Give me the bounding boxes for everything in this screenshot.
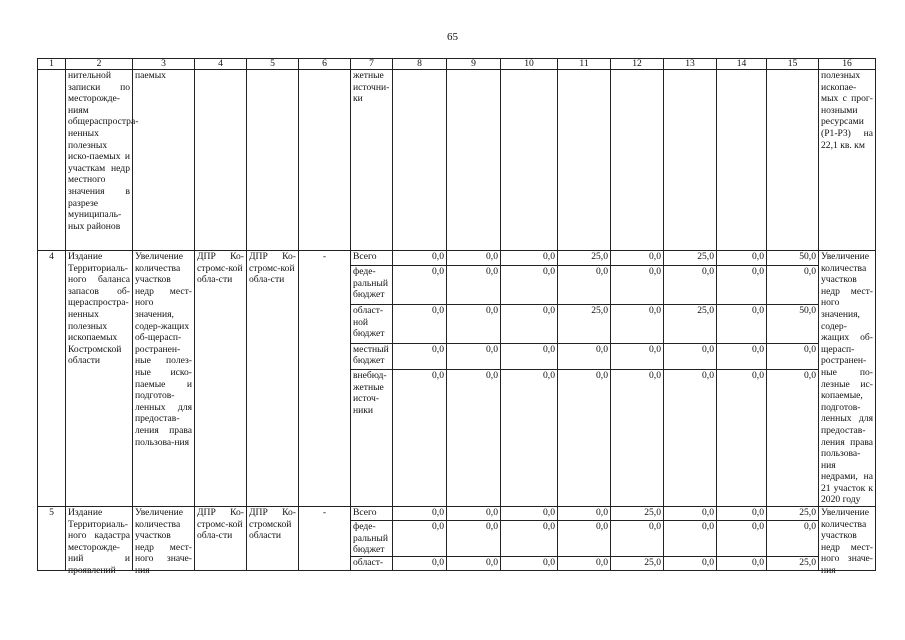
value-cell: 25,0 — [767, 507, 819, 521]
cell — [195, 70, 247, 251]
event-name-cell: Издание Территориаль-ного баланса запасов об-щераспростра-ненных полезных ископаемых Костромской области — [66, 251, 133, 507]
value-cell: 0,0 — [717, 251, 767, 266]
value-cell: 0,0 — [447, 266, 501, 305]
goal-text: Увеличение количества участков недр мест-ного значе-ния — [135, 507, 192, 577]
value-cell: 0,0 — [717, 557, 767, 571]
value-cell: 0,0 — [611, 369, 664, 506]
value-cell: 0,0 — [501, 251, 558, 266]
value-cell: 0,0 — [558, 507, 611, 521]
source-cell: жетные источни-ки — [351, 70, 393, 251]
table-row — [38, 251, 876, 266]
value-cell: 0,0 — [717, 343, 767, 369]
value-cell: 0,0 — [611, 521, 664, 557]
cell — [247, 70, 299, 251]
value-cell: 0,0 — [558, 369, 611, 506]
value-cell: 0,0 — [393, 507, 447, 521]
goal-cell — [133, 507, 195, 577]
value-cell: 25,0 — [558, 304, 611, 343]
value-cell: 0,0 — [611, 343, 664, 369]
value-cell: 0,0 — [501, 304, 558, 343]
source-cell: внебюд-жетные источ-ники — [351, 369, 393, 506]
value-cell: 0,0 — [501, 507, 558, 521]
col-header: 5 — [247, 59, 299, 70]
value-cell: 0,0 — [664, 557, 717, 571]
source-cell: феде-ральный бюджет — [351, 521, 393, 557]
result-cell — [819, 507, 876, 577]
col-header: 3 — [133, 59, 195, 70]
continuation-row — [38, 70, 876, 251]
column-number-row — [38, 59, 876, 70]
col-header: 7 — [351, 59, 393, 70]
value-cell: 50,0 — [767, 304, 819, 343]
value-cell: 0,0 — [558, 521, 611, 557]
cell — [393, 70, 447, 251]
col-header: 13 — [664, 59, 717, 70]
program-table — [37, 58, 876, 577]
cell — [611, 70, 664, 251]
source-cell: Всего — [351, 251, 393, 266]
value-cell: 0,0 — [611, 304, 664, 343]
col-header: 8 — [393, 59, 447, 70]
col-header: 9 — [447, 59, 501, 70]
value-cell: 0,0 — [664, 266, 717, 305]
event-name-text: Издание Территориаль-ного кадастра месторожде-ний и проявлений — [68, 507, 130, 577]
value-cell: 0,0 — [447, 521, 501, 557]
value-cell: 0,0 — [767, 369, 819, 506]
value-cell: 0,0 — [393, 369, 447, 506]
value-cell: 0,0 — [447, 343, 501, 369]
value-cell: 0,0 — [447, 507, 501, 521]
value-cell: 0,0 — [717, 521, 767, 557]
coexecutor-cell: ДПР Ко-стромской области — [247, 507, 299, 571]
source-cell: феде-ральный бюджет — [351, 266, 393, 305]
value-cell: 0,0 — [393, 521, 447, 557]
value-cell: 0,0 — [393, 343, 447, 369]
cell — [558, 70, 611, 251]
row-number: 5 — [38, 507, 66, 571]
col-header: 6 — [299, 59, 351, 70]
value-cell: 25,0 — [611, 507, 664, 521]
value-cell: 0,0 — [767, 521, 819, 557]
value-cell: 0,0 — [717, 266, 767, 305]
col-header: 2 — [66, 59, 133, 70]
executor-cell: ДПР Ко-стромс-кой обла-сти — [195, 507, 247, 571]
value-cell: 0,0 — [558, 557, 611, 571]
value-cell: 0,0 — [767, 343, 819, 369]
value-cell: 0,0 — [664, 343, 717, 369]
event-name-cell — [66, 507, 133, 577]
col-header: 11 — [558, 59, 611, 70]
value-cell: 0,0 — [447, 369, 501, 506]
value-cell: 0,0 — [558, 266, 611, 305]
value-cell: 25,0 — [767, 557, 819, 571]
value-cell: 0,0 — [393, 266, 447, 305]
table-row — [38, 507, 876, 521]
value-cell: 0,0 — [717, 304, 767, 343]
row-number: 4 — [38, 251, 66, 507]
value-cell: 0,0 — [447, 304, 501, 343]
value-cell: 0,0 — [611, 251, 664, 266]
value-cell: 0,0 — [393, 251, 447, 266]
coexecutor-cell: ДПР Ко-стромс-кой обла-сти — [247, 251, 299, 507]
result-cell: полезных ископае-мых с прог-нозными ресурсами (Р1-Р3) на 22,1 кв. км — [819, 70, 876, 251]
value-cell: 0,0 — [447, 557, 501, 571]
value-cell: 0,0 — [393, 557, 447, 571]
value-cell: 0,0 — [393, 304, 447, 343]
col-header: 4 — [195, 59, 247, 70]
cell — [38, 70, 66, 251]
value-cell: 0,0 — [664, 369, 717, 506]
value-cell: 0,0 — [501, 266, 558, 305]
value-cell: 0,0 — [717, 507, 767, 521]
dash-cell: - — [299, 507, 351, 571]
source-cell: област-ной бюджет — [351, 304, 393, 343]
cell — [501, 70, 558, 251]
cell — [447, 70, 501, 251]
col-header: 16 — [819, 59, 876, 70]
value-cell: 0,0 — [501, 521, 558, 557]
value-cell: 0,0 — [501, 369, 558, 506]
value-cell: 0,0 — [664, 507, 717, 521]
result-text: Увеличение количества участков недр мест-ного значе-ния — [821, 507, 873, 577]
source-cell: местный бюджет — [351, 343, 393, 369]
value-cell: 0,0 — [447, 251, 501, 266]
value-cell: 0,0 — [767, 266, 819, 305]
value-cell: 0,0 — [501, 343, 558, 369]
source-cell: Всего — [351, 507, 393, 521]
col-header: 10 — [501, 59, 558, 70]
value-cell: 25,0 — [611, 557, 664, 571]
value-cell: 0,0 — [664, 521, 717, 557]
goal-cell: Увеличение количества участков недр мест-ного значения, содер-жащих об-щерасп-ространен-ные полез-ные иско-паемые и подготов-ленных для предостав-ления права пользова-ния — [133, 251, 195, 507]
cell — [664, 70, 717, 251]
value-cell: 25,0 — [558, 251, 611, 266]
page-number: 65 — [447, 31, 458, 43]
event-name-cell: нительной записки по месторожде-ниям общераспростра-ненных полезных иско-паемых и участкам недр местного значения в разрезе муниципаль-ных районов — [66, 70, 133, 251]
col-header: 14 — [717, 59, 767, 70]
value-cell: 25,0 — [664, 251, 717, 266]
source-cell: област- — [351, 557, 393, 571]
value-cell: 0,0 — [501, 557, 558, 571]
value-cell: 0,0 — [558, 343, 611, 369]
value-cell: 25,0 — [664, 304, 717, 343]
value-cell: 50,0 — [767, 251, 819, 266]
col-header: 15 — [767, 59, 819, 70]
result-cell: Увеличение количества участков недр мест-ного значения, содер-жащих об-щерасп-ространен-ные по-лезные ис-копаемые, подготов-ленных для предостав-ления права пользова-ния недрами, на 21 участок к 2020 году — [819, 251, 876, 507]
cell — [299, 70, 351, 251]
dash-cell: - — [299, 251, 351, 507]
goal-cell: паемых — [133, 70, 195, 251]
value-cell: 0,0 — [717, 369, 767, 506]
value-cell: 0,0 — [611, 266, 664, 305]
executor-cell: ДПР Ко-стромс-кой обла-сти — [195, 251, 247, 507]
col-header: 12 — [611, 59, 664, 70]
cell — [717, 70, 767, 251]
cell — [767, 70, 819, 251]
col-header: 1 — [38, 59, 66, 70]
